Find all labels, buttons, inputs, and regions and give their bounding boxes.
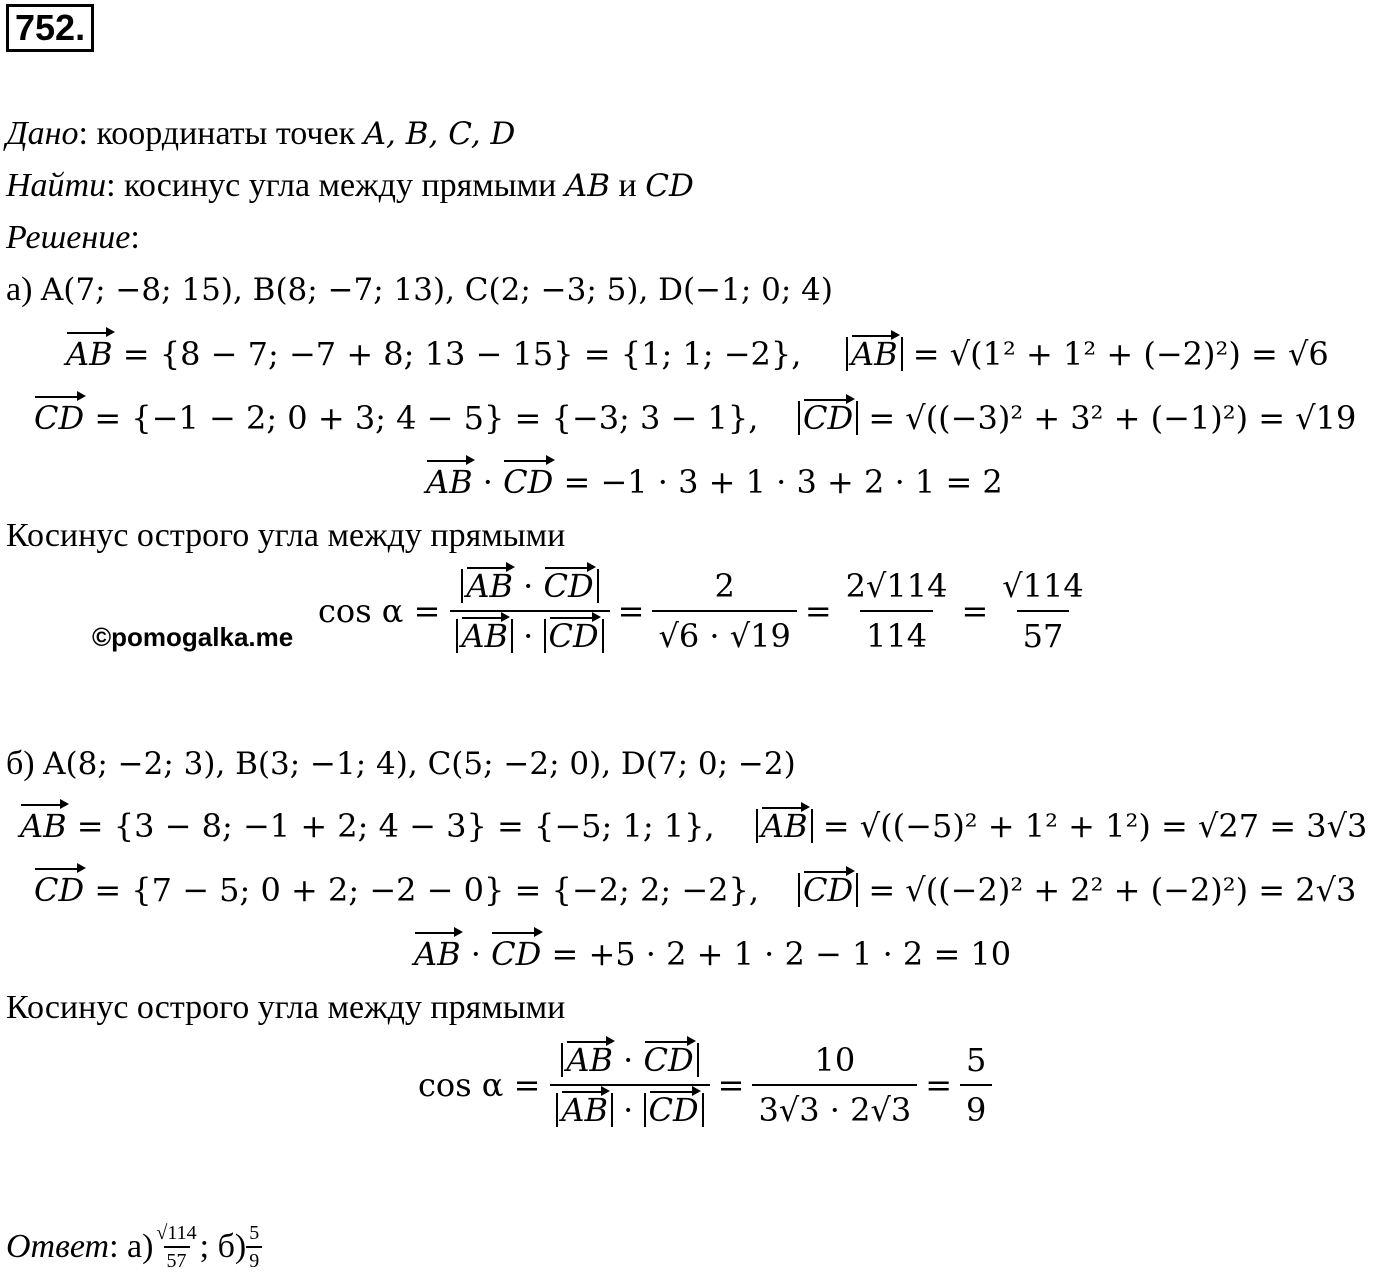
part-b-cd-len: = √((−2)² + 2² + (−2)²) = 2√3 xyxy=(858,871,1357,909)
frac-2 xyxy=(652,566,796,656)
vec-cd: CD xyxy=(34,871,85,909)
frac-num: 5 xyxy=(966,1041,987,1079)
frac-den: √6 · √19 xyxy=(652,610,796,656)
vec-cd: CD xyxy=(648,1091,699,1129)
part-a-dot-product: AB · CD = −1 · 3 + 1 · 3 + 2 · 1 = 2 xyxy=(426,463,1003,501)
part-b-cd-length xyxy=(798,870,1356,910)
frac-num: √114 xyxy=(156,1222,197,1244)
abs-ab xyxy=(846,337,903,371)
part-a-ab-len: = √(1² + 1² + (−2)²) = √6 xyxy=(902,335,1329,373)
answer-b-frac xyxy=(246,1222,262,1272)
vec-cd: CD xyxy=(543,567,594,605)
find-and: и xyxy=(610,167,646,204)
part-a-cd-len: = √((−3)² + 3² + (−1)²) = √19 xyxy=(858,399,1357,437)
vec-ab: AB xyxy=(20,807,67,845)
solution-line xyxy=(6,218,140,258)
frac-cos-def xyxy=(450,566,609,656)
frac-den: AB · CD xyxy=(450,610,609,656)
abs-dot: AB · CD xyxy=(561,1043,698,1077)
part-b-title xyxy=(6,744,796,784)
part-b-prefix: б) xyxy=(6,745,44,782)
abs-cd xyxy=(644,1093,704,1127)
equals-sign: = xyxy=(804,592,832,630)
given-points: A, B, C, D xyxy=(363,116,516,152)
vec-ab: AB xyxy=(66,335,113,373)
frac-den: 57 xyxy=(164,1246,190,1272)
frac-num xyxy=(455,566,604,610)
part-a-ab-expr: = {8 − 7; −7 + 8; 13 − 15} = {1; 1; −2}, xyxy=(112,335,802,373)
vec-cd: CD xyxy=(491,935,542,973)
cos-lhs: cos α = xyxy=(418,1066,541,1104)
frac-num: 2 xyxy=(714,567,735,605)
find-label: Найти xyxy=(6,167,107,204)
frac-2 xyxy=(752,1040,917,1130)
frac-den: 114 xyxy=(860,610,933,656)
abs-ab xyxy=(456,619,513,653)
given-text: : координаты точек xyxy=(78,115,364,152)
vec-ab: AB xyxy=(566,1041,613,1079)
answer-a-frac xyxy=(153,1222,199,1272)
part-b-points: A(8; −2; 3), B(3; −1; 4), C(5; −2; 0), D(7; 0; −2) xyxy=(43,746,796,782)
frac-den: AB · CD xyxy=(550,1084,709,1130)
find-lines-2: CD xyxy=(645,168,694,204)
vec-cd: CD xyxy=(503,463,554,501)
frac-3 xyxy=(960,1040,992,1130)
given-line xyxy=(6,114,515,154)
vec-ab: AB xyxy=(466,567,513,605)
frac-den: 9 xyxy=(960,1084,992,1130)
abs-cd xyxy=(798,401,858,435)
vec-ab: AB xyxy=(851,335,898,373)
part-a-ab-vector xyxy=(66,334,801,374)
part-b-cd-expr: = {7 − 5; 0 + 2; −2 − 0} = {−2; 2; −2}, xyxy=(84,871,760,909)
part-a-ab-length xyxy=(846,334,1329,374)
vec-cd: CD xyxy=(803,399,854,437)
part-b-ab-vector xyxy=(20,806,715,846)
frac-num: 5 xyxy=(249,1222,260,1244)
find-text: : косинус угла между прямыми xyxy=(106,167,565,204)
frac-cos-def xyxy=(550,1040,709,1130)
vec-cd: CD xyxy=(643,1041,694,1079)
equals-sign: = xyxy=(961,592,989,630)
answer-sep: ; б) xyxy=(199,1228,247,1265)
frac-den: 3√3 · 2√3 xyxy=(752,1084,917,1130)
vec-ab: AB xyxy=(761,807,808,845)
vec-ab: AB xyxy=(414,935,461,973)
cos-lhs: cos α = xyxy=(318,592,441,630)
part-b-cos-formula xyxy=(418,1040,992,1130)
frac-num xyxy=(555,1040,704,1084)
watermark: ©pomogalka.me xyxy=(92,622,294,652)
abs-cd xyxy=(798,873,858,907)
answer-a-prefix: : а) xyxy=(109,1228,154,1265)
frac-3 xyxy=(840,566,954,656)
equals-sign: = xyxy=(717,1066,745,1104)
abs-cd xyxy=(544,619,604,653)
find-lines: AB xyxy=(564,168,611,204)
find-line xyxy=(6,166,694,206)
problem-number: 752. xyxy=(6,4,94,52)
part-b-ab-expr: = {3 − 8; −1 + 2; 4 − 3} = {−5; 1; 1}, xyxy=(66,807,715,845)
abs-dot: AB · CD xyxy=(461,569,598,603)
answer-line xyxy=(6,1222,262,1272)
vec-ab: AB xyxy=(561,1091,608,1129)
part-a-cos-text: Косинус острого угла между прямыми xyxy=(6,517,566,554)
vec-cd: CD xyxy=(548,617,599,655)
part-a-prefix: а) xyxy=(6,271,41,308)
frac-4 xyxy=(996,566,1089,656)
part-b-ab-len: = √((−5)² + 1² + 1²) = √27 = 3√3 xyxy=(812,807,1368,845)
part-a-cd-vector xyxy=(34,398,758,438)
solution-colon: : xyxy=(130,219,140,256)
part-b-ab-length xyxy=(756,806,1367,846)
vec-cd: CD xyxy=(34,399,85,437)
equals-sign: = xyxy=(925,1066,953,1104)
part-a-cos-formula xyxy=(318,566,1090,656)
vec-ab: AB xyxy=(461,617,508,655)
part-b-dot-product: AB · CD = +5 · 2 + 1 · 2 − 1 · 2 = 10 xyxy=(414,935,1012,973)
part-a-cd-length xyxy=(798,398,1356,438)
frac-den: 9 xyxy=(246,1246,262,1272)
abs-ab xyxy=(556,1093,613,1127)
part-b-cd-vector xyxy=(34,870,759,910)
given-label: Дано xyxy=(6,115,79,152)
part-a-points: A(7; −8; 15), B(8; −7; 13), C(2; −3; 5), D(−1; 0; 4) xyxy=(40,272,833,308)
part-a-dot: = −1 · 3 + 1 · 3 + 2 · 1 = 2 xyxy=(553,463,1003,501)
equals-sign: = xyxy=(617,592,645,630)
part-b-cos-text: Косинус острого угла между прямыми xyxy=(6,989,566,1026)
answer-label: Ответ xyxy=(6,1228,110,1265)
vec-ab: AB xyxy=(426,463,473,501)
abs-ab xyxy=(756,809,813,843)
vec-cd: CD xyxy=(803,871,854,909)
part-b-dot: = +5 · 2 + 1 · 2 − 1 · 2 = 10 xyxy=(541,935,1012,973)
frac-num: 10 xyxy=(814,1041,856,1079)
frac-den: 57 xyxy=(1017,610,1070,656)
frac-num: √114 xyxy=(1002,567,1084,605)
frac-num: 2√114 xyxy=(845,567,948,605)
solution-label: Решение xyxy=(6,219,131,256)
part-a-title xyxy=(6,270,833,310)
part-a-cd-expr: = {−1 − 2; 0 + 3; 4 − 5} = {−3; 3 − 1}, xyxy=(84,399,759,437)
